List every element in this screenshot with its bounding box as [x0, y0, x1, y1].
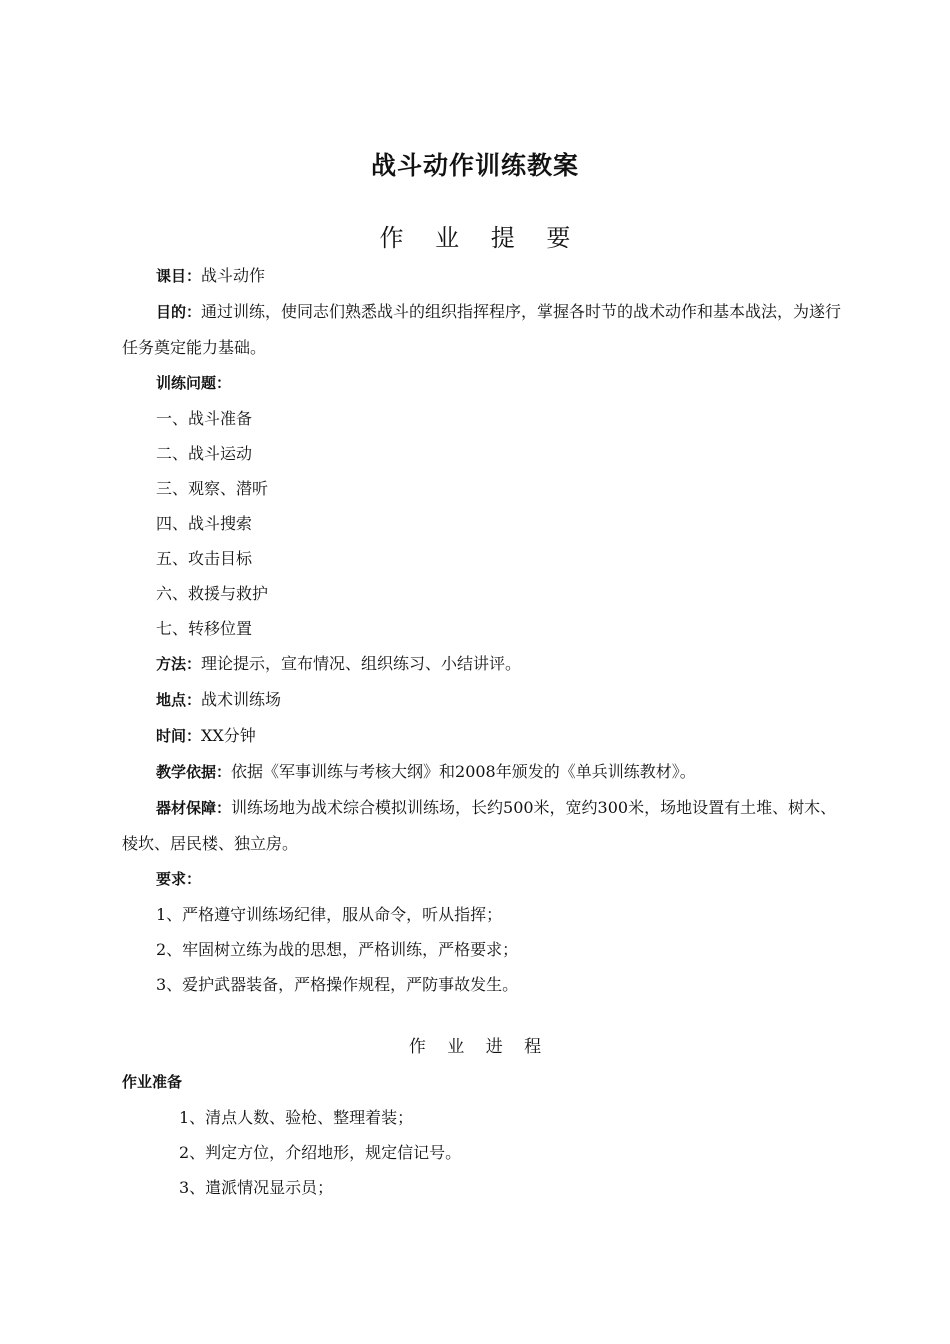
equipment-label: 器材保障：	[156, 799, 232, 817]
course-line	[122, 258, 842, 294]
time-line	[122, 718, 842, 754]
basis-label: 教学依据：	[156, 763, 232, 781]
preparation-label: 作业准备	[122, 1073, 183, 1091]
basis-line	[122, 754, 842, 790]
questions-label: 训练问题：	[156, 374, 232, 392]
purpose-label: 目的：	[156, 303, 202, 321]
equipment-paragraph	[122, 790, 842, 861]
question-item: 五、攻击目标	[156, 549, 253, 568]
course-label: 课目：	[156, 267, 202, 285]
questions-heading	[122, 365, 842, 401]
requirement-item: 1、严格遵守训练场纪律，服从命令，听从指挥；	[156, 905, 503, 924]
preparation-item: 1、清点人数、验枪、整理着装；	[179, 1108, 414, 1127]
process-heading: 作 业 进 程	[408, 1037, 550, 1057]
method-value: 理论提示，宣布情况、组织练习、小结讲评。	[201, 654, 522, 673]
method-line	[122, 646, 842, 682]
question-item: 一、战斗准备	[156, 409, 253, 428]
preparation-section	[122, 1064, 842, 1205]
document-title: 战斗动作训练教案	[370, 151, 579, 180]
question-item: 三、观察、潜听	[156, 479, 269, 498]
summary-heading: 作 业 提 要	[379, 224, 583, 252]
requirements-heading	[122, 861, 842, 897]
location-line	[122, 682, 842, 718]
requirement-item: 3、爱护武器装备，严格操作规程，严防事故发生。	[156, 975, 519, 994]
preparation-item: 2、判定方位，介绍地形，规定信记号。	[179, 1143, 462, 1162]
preparation-heading	[122, 1064, 842, 1100]
course-value: 战斗动作	[201, 266, 266, 285]
location-value: 战术训练场	[201, 690, 282, 709]
question-item: 七、转移位置	[156, 619, 253, 638]
question-item: 二、战斗运动	[156, 444, 253, 463]
preparation-item: 3、遣派情况显示员；	[179, 1178, 334, 1197]
summary-body	[122, 258, 842, 1002]
time-value: XX分钟	[201, 726, 256, 745]
location-label: 地点：	[156, 691, 202, 709]
requirement-item: 2、牢固树立练为战的思想，严格训练，严格要求；	[156, 940, 519, 959]
equipment-value: 训练场地为战术综合模拟训练场，长约500米，宽约300米，场地设置有土堆、树木、棱坎、居民楼、独立房。	[122, 798, 837, 853]
basis-value: 依据《军事训练与考核大纲》和2008年颁发的《单兵训练教材》。	[231, 762, 696, 781]
time-label: 时间：	[156, 727, 202, 745]
requirements-label: 要求：	[156, 870, 202, 888]
method-label: 方法：	[156, 655, 202, 673]
question-item: 四、战斗搜索	[156, 514, 253, 533]
purpose-value: 通过训练，使同志们熟悉战斗的组织指挥程序，掌握各时节的战术动作和基本战法，为遂行任务奠定能力基础。	[122, 302, 842, 357]
question-item: 六、救援与救护	[156, 584, 269, 603]
purpose-paragraph	[122, 294, 842, 365]
